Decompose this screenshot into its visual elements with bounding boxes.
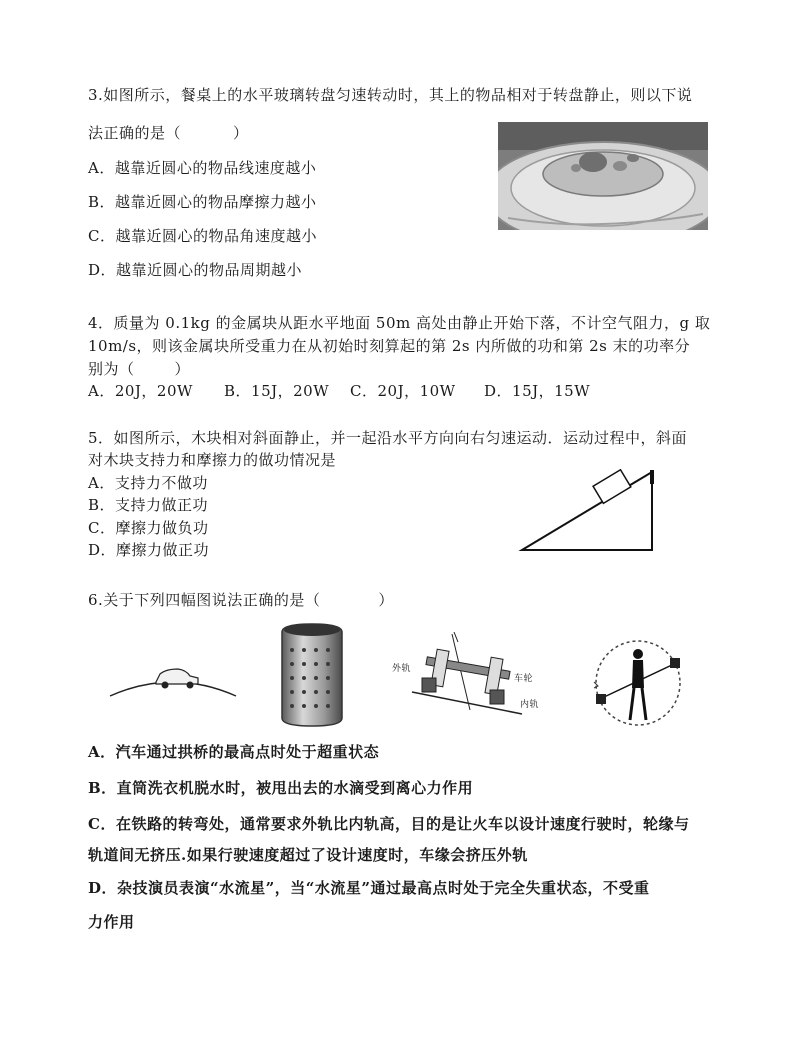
q5-option-c: C．摩擦力做负功 bbox=[88, 519, 209, 537]
q3-stem-close: ） bbox=[233, 124, 249, 142]
q4-stem-line1: 4．质量为 0.1kg 的金属块从距水平地面 50m 高处由静止开始下落，不计空气阻力，g 取 bbox=[88, 314, 711, 332]
q3-stem-line2 bbox=[88, 122, 249, 143]
q5-option-d: D．摩擦力做正功 bbox=[88, 541, 210, 559]
q4-option-c: C．20J，10W bbox=[350, 382, 456, 400]
q4-option-d: D．15J，15W bbox=[484, 382, 591, 400]
q4-stem-text: 别为（ bbox=[88, 360, 135, 378]
washing-drum-figure bbox=[276, 620, 348, 734]
q4-option-a: A．20J，20W bbox=[88, 382, 193, 400]
outer-rail-label: 外轨 bbox=[392, 664, 412, 674]
q6-option-c-line1: C．在铁路的转弯处，通常要求外轨比内轨高，目的是让火车以设计速度行驶时，轮缘与 bbox=[88, 815, 690, 833]
q5-option-b: B．支持力做正功 bbox=[88, 496, 209, 514]
q6-option-d-line1: D．杂技演员表演“水流星”，当“水流星”通过最高点时处于完全失重状态，不受重 bbox=[88, 879, 650, 897]
q5-stem-line2: 对木块支持力和摩擦力的做功情况是 bbox=[88, 451, 337, 469]
q3-option-a: A．越靠近圆心的物品线速度越小 bbox=[88, 159, 317, 177]
inner-rail-label: 内轨 bbox=[520, 700, 540, 710]
arch-bridge-car-figure bbox=[108, 660, 238, 704]
q3-option-c: C．越靠近圆心的物品角速度越小 bbox=[88, 227, 317, 245]
q3-option-d: D．越靠近圆心的物品周期越小 bbox=[88, 261, 303, 279]
q6-stem-close: ） bbox=[378, 591, 394, 609]
q4-stem-line2: 10m/s，则该金属块所受重力在从初始时刻算起的第 2s 内所做的功和第 2s 末的功率分 bbox=[88, 337, 691, 355]
q3-option-b: B．越靠近圆心的物品摩擦力越小 bbox=[88, 193, 317, 211]
q4-stem-line3 bbox=[88, 358, 190, 379]
incline-diagram bbox=[518, 466, 660, 558]
q3-stem-text: 法正确的是（ bbox=[88, 124, 182, 142]
q4-options bbox=[88, 380, 708, 401]
q5-stem-line1: 5．如图所示，木块相对斜面静止，并一起沿水平方向向右匀速运动．运动过程中，斜面 bbox=[88, 429, 688, 447]
q6-stem-text: 6.关于下列四幅图说法正确的是（ bbox=[88, 591, 321, 609]
q6-option-d-line2: 力作用 bbox=[88, 913, 135, 931]
q5-option-a: A．支持力不做功 bbox=[88, 474, 208, 492]
wheel-label: 车轮 bbox=[514, 674, 534, 684]
q6-stem bbox=[88, 589, 394, 610]
q6-option-b: B．直筒洗衣机脱水时，被甩出去的水滴受到离心力作用 bbox=[88, 779, 474, 797]
q4-option-b: B．15J，20W bbox=[224, 382, 330, 400]
q3-stem-line1: 3.如图所示，餐桌上的水平玻璃转盘匀速转动时，其上的物品相对于转盘静止，则以下说 bbox=[88, 86, 693, 104]
water-meteor-figure bbox=[588, 638, 688, 732]
turntable-photo bbox=[498, 122, 708, 230]
q6-option-a: A．汽车通过拱桥的最高点时处于超重状态 bbox=[88, 743, 380, 761]
q6-option-c-line2: 轨道间无挤压.如果行驶速度超过了设计速度时，车缘会挤压外轨 bbox=[88, 846, 528, 864]
q4-stem-close: ） bbox=[174, 360, 191, 378]
